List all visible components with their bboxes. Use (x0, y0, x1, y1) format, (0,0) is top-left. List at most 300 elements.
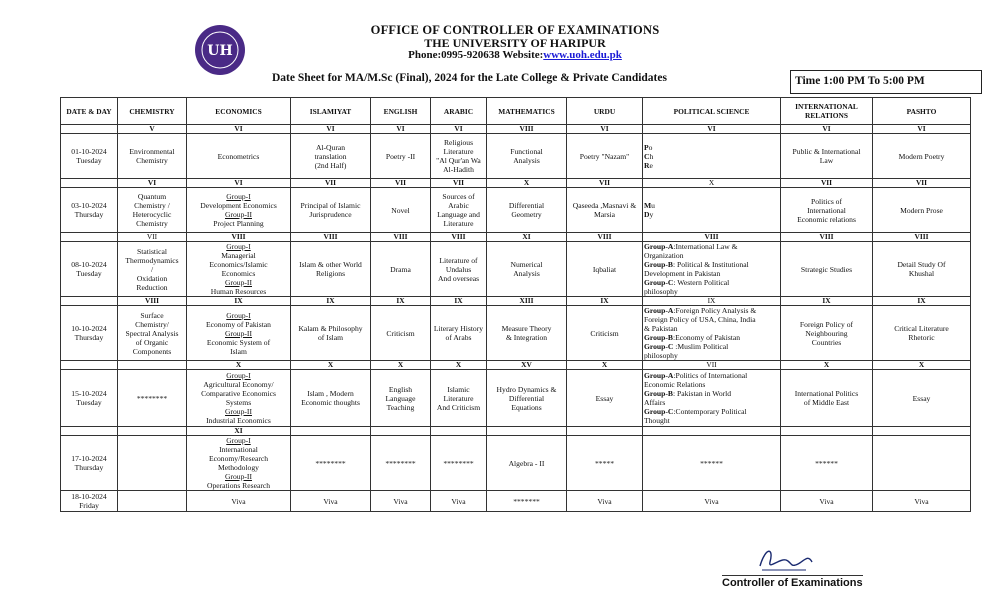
subject-cell-econ (187, 370, 291, 427)
semester-code (643, 427, 781, 436)
semester-code: VIII (291, 233, 371, 242)
cell-line: Organization (644, 251, 684, 260)
exam-day: Thursday (74, 333, 104, 342)
semester-code: X (873, 361, 971, 370)
cell-line: Poetry -II (385, 151, 416, 161)
contact-line (300, 49, 730, 62)
subject-cell-econ (187, 188, 291, 233)
semester-code: X (781, 361, 873, 370)
cell-line: Group-II (225, 278, 252, 287)
subject-cell-pol (643, 242, 781, 297)
cell-line: Politics of (810, 196, 842, 206)
exam-date: 03-10-2024 (71, 201, 107, 210)
semester-code: XI (487, 233, 567, 242)
subject-cell-pash (873, 436, 971, 491)
semester-code-row (61, 427, 971, 436)
column-header: POLITICAL SCIENCE (643, 98, 781, 125)
subject-cell-math (487, 188, 567, 233)
semester-code: X (371, 361, 431, 370)
semester-code: VI (371, 125, 431, 134)
subject-cell-chem (118, 134, 187, 179)
university-logo (190, 24, 250, 76)
semester-code: VIII (873, 233, 971, 242)
subject-cell-arb (431, 242, 487, 297)
column-header: CHEMISTRY (118, 98, 187, 125)
cell-line: Group-A:Politics of International (644, 371, 748, 380)
cell-line: Components (132, 346, 172, 356)
semester-code: XV (487, 361, 567, 370)
semester-code (61, 233, 118, 242)
cell-line: (2nd Half) (314, 160, 347, 170)
exam-row (61, 242, 971, 297)
cell-line: Viva (451, 496, 466, 506)
cell-line: Undalus (445, 264, 472, 274)
semester-code (61, 361, 118, 370)
subject-cell-math (487, 134, 567, 179)
cell-line: Group-I (226, 310, 251, 320)
cell-line: Teaching (386, 402, 415, 412)
cell-line: Literature of (439, 255, 478, 265)
cell-line: Criticism (386, 328, 415, 338)
cell-line: ******** (315, 458, 346, 468)
cell-line: Marsia (593, 210, 616, 219)
cell-line: Heterocyclic (132, 210, 172, 219)
date-sheet-table (60, 97, 971, 512)
cell-line: And Criticism (436, 402, 481, 412)
cell-line: of Islam (317, 333, 344, 342)
cell-line: Al-Quran (315, 142, 346, 152)
cell-line: Numerical (510, 260, 543, 269)
subject-cell-econ (187, 134, 291, 179)
cell-line: Modern Prose (900, 205, 943, 215)
cell-line: Sources of Arabic (442, 192, 475, 210)
cell-line: Project Planning (213, 219, 264, 228)
cell-line: And overseas (437, 273, 480, 283)
subject-cell-chem (118, 188, 187, 233)
group-label: P (644, 142, 649, 152)
semester-code: IX (781, 297, 873, 306)
cell-line: Surface (140, 310, 164, 320)
column-header: ARABIC (431, 98, 487, 125)
column-header: MATHEMATICS (487, 98, 567, 125)
cell-line: International (807, 205, 846, 215)
cell-line: Group-A:International Law & (644, 242, 738, 251)
cell-line: Iqbaliat (592, 264, 617, 274)
date-cell (61, 134, 118, 179)
subject-cell-isl (291, 370, 371, 427)
subject-cell-arb (431, 370, 487, 427)
semester-code (487, 427, 567, 436)
subject-cell-isl (291, 242, 371, 297)
cell-line: Functional (510, 147, 543, 156)
cell-line: Strategic Studies (800, 264, 853, 274)
cell-line: Algebra - II (508, 458, 545, 468)
group-label: Group-C (644, 407, 674, 416)
cell-line: Industrial Economics (206, 416, 271, 425)
cell-line: ****** (815, 458, 838, 468)
semester-code: VIII (187, 233, 291, 242)
controller-signature-label: Controller of Examinations (722, 577, 863, 589)
cell-line: Religions (315, 269, 346, 278)
cell-line: of Middle East (803, 398, 850, 407)
cell-line: Viva (704, 496, 719, 506)
exam-row (61, 491, 971, 512)
semester-code (61, 297, 118, 306)
cell-line: Poetry "Nazam" (579, 151, 630, 161)
subject-cell-pol (643, 306, 781, 361)
date-sheet-title: Date Sheet for MA/M.Sc (Final), 2024 for the Late College & Private Candidates (272, 72, 667, 84)
cell-line: of Organic (135, 337, 169, 347)
group-label: Group-C (644, 342, 674, 351)
subject-cell-chem (118, 436, 187, 491)
exam-day: Tuesday (76, 156, 102, 165)
semester-code (118, 361, 187, 370)
cell-line: International (219, 445, 258, 454)
group-label: M (644, 201, 652, 210)
cell-line: Econometrics (217, 151, 260, 161)
cell-line: Viva (819, 496, 834, 506)
cell-line: Mu (644, 201, 655, 210)
subject-cell-isl (291, 491, 371, 512)
column-header: ISLAMIYAT (291, 98, 371, 125)
subject-cell-arb (431, 491, 487, 512)
cell-line: ******* (513, 496, 540, 506)
cell-line: Group-I (226, 371, 251, 380)
cell-line: Economy/Research (208, 454, 269, 463)
cell-line: Statistical (137, 246, 167, 256)
cell-line: Group-II (225, 210, 252, 219)
semester-code (431, 427, 487, 436)
semester-code (61, 179, 118, 188)
group-label: R (644, 160, 650, 170)
subject-cell-eng (371, 306, 431, 361)
cell-line: Spectral Analysis (125, 328, 179, 338)
semester-code: VI (118, 179, 187, 188)
subject-cell-arb (431, 134, 487, 179)
group-label: Group-A (644, 242, 674, 251)
cell-line: Essay (595, 393, 614, 403)
exam-date: 10-10-2024 (71, 324, 107, 333)
semester-code: VII (371, 179, 431, 188)
subject-cell-eng (371, 436, 431, 491)
signature (752, 540, 822, 576)
cell-line: ******** (443, 458, 474, 468)
group-label: C (644, 151, 650, 161)
cell-line: Viva (231, 496, 246, 506)
semester-code: VI (291, 125, 371, 134)
date-cell (61, 491, 118, 512)
semester-code: V (118, 125, 187, 134)
subject-cell-chem (118, 370, 187, 427)
cell-line: Group-II (225, 407, 252, 416)
semester-code (567, 427, 643, 436)
cell-line: Modern Poetry (898, 151, 945, 161)
cell-line: Economic Relations (644, 380, 706, 389)
exam-row (61, 436, 971, 491)
semester-code: VI (187, 179, 291, 188)
cell-line: Viva (323, 496, 338, 506)
cell-line: Chemistry (136, 219, 168, 228)
cell-line: Viva (597, 496, 612, 506)
exam-row (61, 306, 971, 361)
svg-text:UH: UH (207, 43, 233, 59)
cell-line: Countries (811, 337, 842, 347)
subject-cell-econ (187, 436, 291, 491)
cell-line: Literature (443, 147, 474, 156)
cell-line: Language (385, 393, 416, 403)
cell-line: Jurisprudence (309, 210, 352, 219)
semester-code: VII (873, 179, 971, 188)
cell-line: / (150, 264, 154, 274)
semester-code: XIII (487, 297, 567, 306)
subject-cell-urdu (567, 134, 643, 179)
cell-line: Foreign Policy of USA, China, India (644, 315, 756, 324)
cell-line: ***** (595, 458, 614, 468)
subject-cell-eng (371, 188, 431, 233)
cell-line: Group-B: Pakistan in World (644, 389, 732, 398)
subject-cell-ir (781, 491, 873, 512)
semester-code: VIII (567, 233, 643, 242)
subject-cell-chem (118, 242, 187, 297)
semester-code: X (187, 361, 291, 370)
cell-line: Environmental (129, 147, 175, 156)
column-header: URDU (567, 98, 643, 125)
time-box: Time 1:00 PM To 5:00 PM (790, 70, 982, 94)
exam-date: 15-10-2024 (71, 389, 107, 398)
cell-line: Development in Pakistan (644, 269, 721, 278)
cell-line: Chemistry (136, 156, 168, 165)
cell-line: of Arabs (445, 333, 472, 342)
group-label: D (644, 210, 650, 219)
cell-line: ****** (700, 458, 723, 468)
cell-line: Dy (644, 210, 654, 219)
exam-day: Thursday (74, 463, 104, 472)
semester-code: X (643, 179, 781, 188)
subject-cell-urdu (567, 242, 643, 297)
column-header: DATE & DAY (61, 98, 118, 125)
cell-line: Critical Literature (894, 324, 949, 333)
subject-cell-pol (643, 370, 781, 427)
cell-line: Group-B:Economy of Pakistan (644, 333, 741, 342)
cell-line: Economics/Islamic (209, 260, 268, 269)
cell-line: Measure Theory (501, 324, 552, 333)
subject-cell-urdu (567, 188, 643, 233)
cell-line: translation (314, 151, 347, 161)
semester-code: X (487, 179, 567, 188)
cell-line: ******** (136, 393, 168, 403)
subject-cell-ir (781, 370, 873, 427)
subject-cell-pash (873, 306, 971, 361)
cell-line: Human Resources (210, 287, 267, 296)
semester-code: IX (873, 297, 971, 306)
group-label: Group-B (644, 389, 673, 398)
cell-line: Economy of Pakistan (206, 319, 271, 329)
semester-code: VI (643, 125, 781, 134)
cell-line: Affairs (644, 398, 666, 407)
subject-cell-eng (371, 370, 431, 427)
semester-code (118, 427, 187, 436)
cell-line: Economic System of (206, 337, 271, 347)
cell-line: Group-C: Western Political (644, 278, 730, 287)
subject-cell-ir (781, 306, 873, 361)
semester-code: VI (187, 125, 291, 134)
semester-code-row (61, 233, 971, 242)
cell-line: Ch (644, 151, 654, 161)
cell-line: Po (644, 142, 653, 152)
semester-code: VIII (643, 233, 781, 242)
cell-line: Geometry (511, 210, 542, 219)
subject-cell-eng (371, 242, 431, 297)
header-row (61, 98, 971, 125)
subject-cell-urdu (567, 306, 643, 361)
subject-cell-econ (187, 491, 291, 512)
university-name: THE UNIVERSITY OF HARIPUR (424, 36, 606, 50)
semester-code-row (61, 361, 971, 370)
subject-cell-urdu (567, 370, 643, 427)
cell-line: Viva (914, 496, 929, 506)
subject-cell-arb (431, 188, 487, 233)
exam-date: 01-10-2024 (71, 147, 107, 156)
semester-code (371, 427, 431, 436)
document-header (300, 24, 730, 62)
semester-code: VIII (118, 297, 187, 306)
cell-line: Group-B: Political & Institutional (644, 260, 749, 269)
cell-line: ******** (385, 458, 416, 468)
semester-code: X (291, 361, 371, 370)
exam-row (61, 370, 971, 427)
office-title: OFFICE OF CONTROLLER OF EXAMINATIONS (370, 23, 660, 37)
cell-line: Literature (443, 219, 474, 228)
cell-line: Chemistry / (134, 201, 170, 210)
cell-line: Criticism (590, 328, 619, 338)
exam-day: Friday (79, 501, 99, 510)
subject-cell-math (487, 436, 567, 491)
subject-cell-ir (781, 242, 873, 297)
semester-code: XI (187, 427, 291, 436)
semester-code: IX (431, 297, 487, 306)
cell-line: Group-I (226, 436, 251, 445)
subject-cell-econ (187, 242, 291, 297)
semester-code (873, 427, 971, 436)
column-header: ENGLISH (371, 98, 431, 125)
subject-cell-math (487, 306, 567, 361)
semester-code: VI (873, 125, 971, 134)
cell-line: Development Economics (200, 201, 277, 210)
semester-code: IX (291, 297, 371, 306)
column-header: ECONOMICS (187, 98, 291, 125)
semester-code (291, 427, 371, 436)
cell-line: Group-I (226, 242, 251, 251)
subject-cell-pash (873, 134, 971, 179)
subject-cell-pol (643, 436, 781, 491)
subject-cell-pol (643, 188, 781, 233)
group-label: Group-A (644, 371, 674, 380)
cell-line: International Politics (794, 389, 859, 398)
cell-line: Islam (230, 346, 247, 356)
cell-line: Group-C :Muslim Political (644, 342, 729, 351)
phone-text: Phone:0995-920638 Website: (408, 49, 544, 61)
cell-line: Kalam & Philosophy (298, 324, 363, 333)
semester-code: VIII (431, 233, 487, 242)
cell-line: Hydro Dynamics & (496, 384, 557, 394)
subject-cell-urdu (567, 436, 643, 491)
subject-cell-ir (781, 134, 873, 179)
semester-code (61, 427, 118, 436)
cell-line: Economic relations (797, 214, 856, 224)
cell-line: Economics (221, 269, 256, 278)
group-label: Group-B (644, 260, 673, 269)
semester-code: VIII (487, 125, 567, 134)
exam-date: 08-10-2024 (71, 260, 107, 269)
subject-cell-ir (781, 436, 873, 491)
semester-code (61, 125, 118, 134)
cell-line: Analysis (513, 156, 540, 165)
subject-cell-math (487, 491, 567, 512)
subject-cell-pol (643, 134, 781, 179)
cell-line: Managerial (221, 251, 256, 260)
date-cell (61, 306, 118, 361)
semester-code: VIII (781, 233, 873, 242)
semester-code (781, 427, 873, 436)
cell-line: Systems (225, 398, 252, 407)
cell-line: Differential (508, 393, 545, 403)
cell-line: Quantum (137, 192, 167, 201)
cell-line: Islamic Literature (443, 384, 474, 403)
semester-code: VII (291, 179, 371, 188)
cell-line: Group-I (226, 192, 251, 201)
semester-code: IX (187, 297, 291, 306)
cell-line: Public & International (792, 147, 861, 156)
cell-line: Literary History (433, 324, 484, 333)
cell-line: Novel (391, 205, 410, 215)
cell-line: & Pakistan (644, 324, 678, 333)
subject-cell-arb (431, 306, 487, 361)
exam-day: Tuesday (76, 398, 102, 407)
website-link[interactable]: www.uoh.edu.pk (543, 49, 622, 61)
subject-cell-pol (643, 491, 781, 512)
cell-line: Qaseeda ,Masnavi & (572, 201, 637, 210)
cell-line: Islam & other World (299, 260, 362, 269)
cell-line: Thermodynamics (125, 255, 179, 265)
cell-line: Detail Study Of (897, 260, 946, 269)
group-label: Group-C (644, 278, 674, 287)
group-label: Group-A (644, 306, 674, 315)
semester-code: VI (567, 125, 643, 134)
cell-line: Thought (644, 416, 670, 425)
exam-row (61, 188, 971, 233)
cell-line: Re (644, 160, 653, 170)
semester-code: VII (431, 179, 487, 188)
subject-cell-isl (291, 436, 371, 491)
semester-code: VII (118, 233, 187, 242)
semester-code-row (61, 297, 971, 306)
cell-line: philosophy (644, 351, 678, 360)
column-header: INTERNATIONAL RELATIONS (781, 98, 873, 125)
cell-line: Language and (437, 210, 480, 219)
exam-row (61, 134, 971, 179)
semester-code: VI (431, 125, 487, 134)
exam-day: Tuesday (76, 269, 102, 278)
date-cell (61, 242, 118, 297)
semester-code: VI (781, 125, 873, 134)
semester-code-row (61, 179, 971, 188)
semester-code: IX (371, 297, 431, 306)
date-cell (61, 436, 118, 491)
subject-cell-ir (781, 188, 873, 233)
cell-line: Islam , Modern (307, 389, 354, 398)
cell-line: Principal of Islamic (300, 201, 361, 210)
subject-cell-isl (291, 306, 371, 361)
